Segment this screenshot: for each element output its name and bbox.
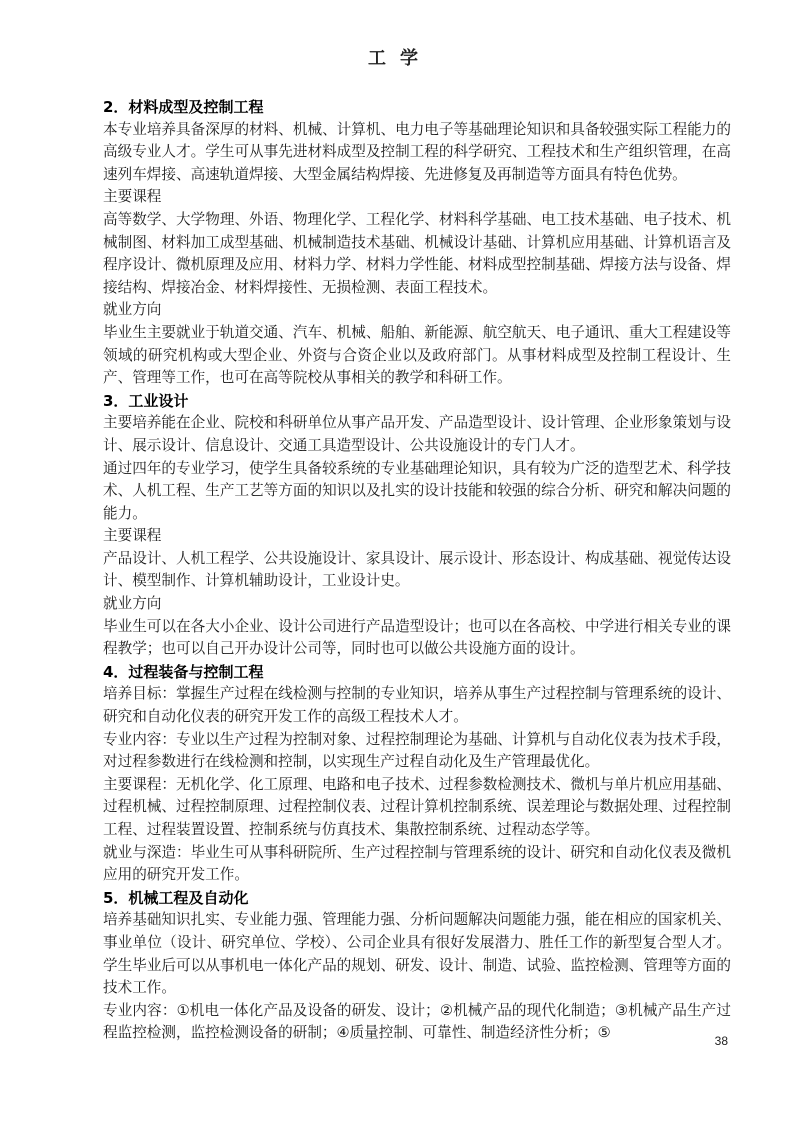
- section-heading: 3．工业设计: [103, 391, 189, 410]
- career-label: 就业方向: [103, 301, 162, 319]
- career-text: 毕业生可以在各大小企业、设计公司进行产品造型设计；也可以在各高校、中学进行相关专业的课程教学；也可以自己开办设计公司等，同时也可以做公共设施方面的设计。: [103, 617, 731, 658]
- courses-label: 主要课程: [103, 188, 162, 206]
- career-text: 就业与深造：毕业生可从事科研院所、生产过程控制与管理系统的设计、研究和自动化仪表及微机应用的研究开发工作。: [103, 843, 731, 884]
- courses-text: 高等数学、大学物理、外语、物理化学、工程化学、材料科学基础、电工技术基础、电子技术、机械制图、材料加工成型基础、机械制造技术基础、机械设计基础、计算机应用基础、计算机语言及程序设计、微机原理及应用、材料力学、材料力学性能、材料成型控制基础、焊接方法与设备、焊接结构、焊接冶金、材料焊接性、无损检测、表面工程技术。: [103, 210, 731, 296]
- training-goal: 培养基础知识扎实、专业能力强、管理能力强、分析问题解决问题能力强，能在相应的国家机关、事业单位（设计、研究单位、学校）、公司企业具有很好发展潜力、胜任工作的新型复合型人才。学生毕业后可以从事机电一体化产品的规划、研发、设计、制造、试验、监控检测、管理等方面的技术工作。: [103, 911, 731, 997]
- courses-label: 主要课程: [103, 527, 162, 545]
- career-label: 就业方向: [103, 595, 162, 613]
- courses-text: 产品设计、人机工程学、公共设施设计、家具设计、展示设计、形态设计、构成基础、视觉传达设计、模型制作、计算机辅助设计，工业设计史。: [103, 549, 731, 590]
- section-intro: 本专业培养具备深厚的材料、机械、计算机、电力电子等基础理论知识和具备较强实际工程能力的高级专业人才。学生可从事先进材料成型及控制工程的科学研究、工程技术和生产组织管理，在高速列车焊接、高速轨道焊接、大型金属结构焊接、先进修复及再制造等方面具有特色优势。: [103, 120, 731, 183]
- section-heading: 2．材料成型及控制工程: [103, 98, 264, 116]
- major-content: 专业内容：①机电一体化产品及设备的研发、设计；②机械产品的现代化制造；③机械产品生产过程监控检测，监控检测设备的研制；④质量控制、可靠性、制造经济性分析；⑤: [103, 1001, 731, 1042]
- section-intro: 主要培养能在企业、院校和科研单位从事产品开发、产品造型设计、设计管理、企业形象策划与设计、展示设计、信息设计、交通工具造型设计、公共设施设计的专门人才。: [103, 414, 731, 454]
- section-heading: 5．机械工程及自动化: [103, 888, 249, 907]
- section-heading: 4．过程装备与控制工程: [103, 662, 264, 681]
- page-body: [103, 96, 731, 1045]
- section-intro-2: 通过四年的专业学习，使学生具备较系统的专业基础理论知识，具有较为广泛的造型艺术、科学技术、人机工程、生产工艺等方面的知识以及扎实的设计技能和较强的综合分析、研究和解决问题的能力。: [103, 459, 731, 522]
- page-number: 38: [714, 1034, 728, 1048]
- major-content: 专业内容：专业以生产过程为控制对象、过程控制理论为基础、计算机与自动化仪表为技术手段，对过程参数进行在线检测和控制，以实现生产过程自动化及生产管理最优化。: [103, 730, 731, 771]
- courses-text: 主要课程：无机化学、化工原理、电路和电子技术、过程参数检测技术、微机与单片机应用基础、过程机械、过程控制原理、过程控制仪表、过程计算机控制系统、误差理论与数据处理、过程控制工程、过程装置设置、控制系统与仿真技术、集散控制系统、过程动态学等。: [103, 775, 731, 838]
- training-goal: 培养目标：掌握生产过程在线检测与控制的专业知识，培养从事生产过程控制与管理系统的设计、研究和自动化仪表的研究开发工作的高级工程技术人才。: [103, 685, 731, 726]
- career-text: 毕业生主要就业于轨道交通、汽车、机械、船舶、新能源、航空航天、电子通讯、重大工程建设等领域的研究机构或大型企业、外资与合资企业以及政府部门。从事材料成型及控制工程设计、生产、管理等工作，也可在高等院校从事相关的教学和科研工作。: [103, 323, 731, 387]
- page-header-title: 工学: [368, 48, 432, 69]
